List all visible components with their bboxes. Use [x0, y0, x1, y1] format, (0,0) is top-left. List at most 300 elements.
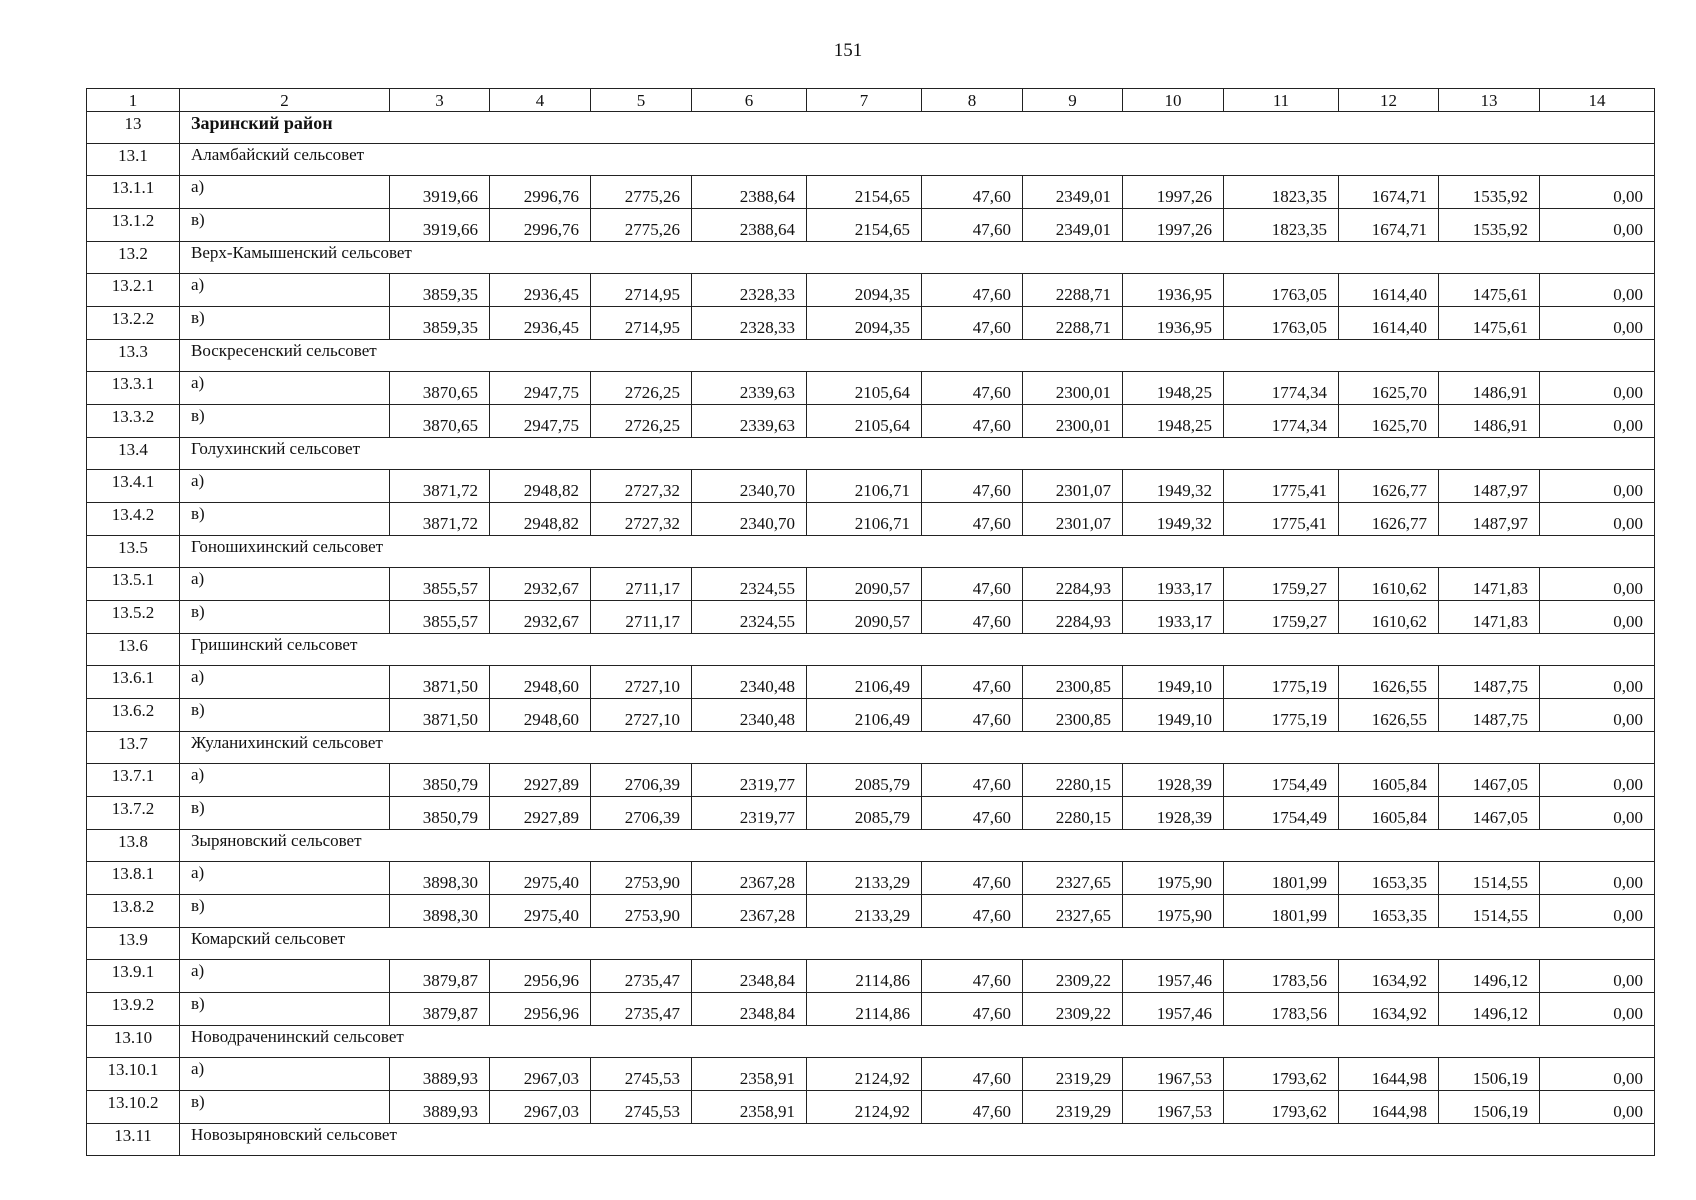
value-cell: 2947,75 [490, 405, 591, 438]
value-cell: 3919,66 [390, 176, 490, 209]
value-cell: 3871,72 [390, 470, 490, 503]
value-cell: 2300,01 [1023, 372, 1123, 405]
table-row [87, 209, 1655, 242]
value-cell: 2349,01 [1023, 176, 1123, 209]
value-cell: 1514,55 [1439, 895, 1540, 928]
row-subitem: а) [180, 862, 390, 895]
value-cell: 47,60 [922, 666, 1023, 699]
row-subitem: а) [180, 568, 390, 601]
table-row [87, 1058, 1655, 1091]
value-cell: 1625,70 [1339, 372, 1439, 405]
row-number: 13.1.1 [87, 176, 180, 209]
value-cell: 47,60 [922, 1058, 1023, 1091]
value-cell: 2090,57 [807, 601, 922, 634]
row-subitem: а) [180, 372, 390, 405]
value-cell: 1936,95 [1123, 307, 1224, 340]
value-cell: 1487,75 [1439, 666, 1540, 699]
row-number: 13.5.1 [87, 568, 180, 601]
value-cell: 2348,84 [692, 960, 807, 993]
table-row [87, 372, 1655, 405]
section-row [87, 340, 1655, 372]
row-number: 13.1.2 [87, 209, 180, 242]
table-row [87, 960, 1655, 993]
value-cell: 1614,40 [1339, 274, 1439, 307]
value-cell: 2947,75 [490, 372, 591, 405]
value-cell: 1634,92 [1339, 960, 1439, 993]
value-cell: 2367,28 [692, 895, 807, 928]
row-subitem: а) [180, 764, 390, 797]
value-cell: 1535,92 [1439, 209, 1540, 242]
value-cell: 1933,17 [1123, 568, 1224, 601]
value-cell: 3871,72 [390, 503, 490, 536]
row-number: 13.9.1 [87, 960, 180, 993]
column-header: 9 [1023, 89, 1123, 112]
table-row [87, 568, 1655, 601]
value-cell: 47,60 [922, 699, 1023, 732]
value-cell: 2327,65 [1023, 895, 1123, 928]
value-cell: 1775,41 [1224, 470, 1339, 503]
value-cell: 1496,12 [1439, 993, 1540, 1026]
value-cell: 1775,19 [1224, 699, 1339, 732]
value-cell: 3870,65 [390, 405, 490, 438]
value-cell: 1793,62 [1224, 1091, 1339, 1124]
value-cell: 2388,64 [692, 176, 807, 209]
column-header: 7 [807, 89, 922, 112]
section-number: 13.5 [87, 536, 180, 568]
value-cell: 2727,10 [591, 699, 692, 732]
value-cell: 2932,67 [490, 601, 591, 634]
value-cell: 2300,01 [1023, 405, 1123, 438]
value-cell: 3850,79 [390, 797, 490, 830]
value-cell: 47,60 [922, 176, 1023, 209]
value-cell: 2727,32 [591, 503, 692, 536]
value-cell: 1801,99 [1224, 895, 1339, 928]
table-row [87, 405, 1655, 438]
value-cell: 0,00 [1540, 503, 1655, 536]
section-name: Воскресенский сельсовет [180, 340, 1655, 372]
value-cell: 47,60 [922, 797, 1023, 830]
value-cell: 2753,90 [591, 862, 692, 895]
value-cell: 1475,61 [1439, 307, 1540, 340]
value-cell: 2753,90 [591, 895, 692, 928]
value-cell: 2745,53 [591, 1091, 692, 1124]
section-name: Аламбайский сельсовет [180, 144, 1655, 176]
row-subitem: а) [180, 960, 390, 993]
column-header: 5 [591, 89, 692, 112]
row-number: 13.7.2 [87, 797, 180, 830]
value-cell: 3919,66 [390, 209, 490, 242]
value-cell: 2727,10 [591, 666, 692, 699]
value-cell: 2094,35 [807, 307, 922, 340]
value-cell: 0,00 [1540, 895, 1655, 928]
value-cell: 1653,35 [1339, 862, 1439, 895]
column-header: 1 [87, 89, 180, 112]
section-row [87, 928, 1655, 960]
value-cell: 2328,33 [692, 274, 807, 307]
value-cell: 1610,62 [1339, 568, 1439, 601]
value-cell: 1626,55 [1339, 699, 1439, 732]
section-name: Гришинский сельсовет [180, 634, 1655, 666]
value-cell: 1823,35 [1224, 209, 1339, 242]
value-cell: 2775,26 [591, 209, 692, 242]
value-cell: 2154,65 [807, 209, 922, 242]
tariff-table [86, 88, 1655, 1156]
value-cell: 1763,05 [1224, 274, 1339, 307]
section-name: Комарский сельсовет [180, 928, 1655, 960]
value-cell: 3898,30 [390, 895, 490, 928]
value-cell: 0,00 [1540, 764, 1655, 797]
row-subitem: в) [180, 699, 390, 732]
row-number: 13.5.2 [87, 601, 180, 634]
section-row [87, 1026, 1655, 1058]
value-cell: 3871,50 [390, 666, 490, 699]
table-row [87, 503, 1655, 536]
value-cell: 1644,98 [1339, 1058, 1439, 1091]
value-cell: 2124,92 [807, 1091, 922, 1124]
value-cell: 47,60 [922, 209, 1023, 242]
value-cell: 47,60 [922, 764, 1023, 797]
value-cell: 1759,27 [1224, 568, 1339, 601]
value-cell: 2340,70 [692, 503, 807, 536]
value-cell: 2114,86 [807, 993, 922, 1026]
value-cell: 2309,22 [1023, 993, 1123, 1026]
value-cell: 1957,46 [1123, 960, 1224, 993]
value-cell: 2948,82 [490, 503, 591, 536]
value-cell: 2085,79 [807, 797, 922, 830]
value-cell: 0,00 [1540, 601, 1655, 634]
value-cell: 0,00 [1540, 666, 1655, 699]
value-cell: 2300,85 [1023, 666, 1123, 699]
value-cell: 2996,76 [490, 176, 591, 209]
value-cell: 2090,57 [807, 568, 922, 601]
value-cell: 47,60 [922, 274, 1023, 307]
value-cell: 2280,15 [1023, 764, 1123, 797]
value-cell: 0,00 [1540, 470, 1655, 503]
value-cell: 3870,65 [390, 372, 490, 405]
value-cell: 1759,27 [1224, 601, 1339, 634]
row-number: 13.9.2 [87, 993, 180, 1026]
section-number: 13.2 [87, 242, 180, 274]
column-header: 6 [692, 89, 807, 112]
value-cell: 2133,29 [807, 895, 922, 928]
value-cell: 3871,50 [390, 699, 490, 732]
value-cell: 1487,97 [1439, 503, 1540, 536]
value-cell: 2735,47 [591, 960, 692, 993]
value-cell: 2775,26 [591, 176, 692, 209]
value-cell: 1467,05 [1439, 797, 1540, 830]
table-row [87, 1091, 1655, 1124]
value-cell: 2324,55 [692, 601, 807, 634]
value-cell: 2284,93 [1023, 568, 1123, 601]
table-row [87, 764, 1655, 797]
value-cell: 1626,77 [1339, 503, 1439, 536]
column-header: 2 [180, 89, 390, 112]
column-header: 4 [490, 89, 591, 112]
value-cell: 2932,67 [490, 568, 591, 601]
value-cell: 2339,63 [692, 405, 807, 438]
value-cell: 2106,71 [807, 503, 922, 536]
value-cell: 0,00 [1540, 699, 1655, 732]
value-cell: 2284,93 [1023, 601, 1123, 634]
value-cell: 1625,70 [1339, 405, 1439, 438]
value-cell: 2714,95 [591, 307, 692, 340]
value-cell: 1928,39 [1123, 764, 1224, 797]
value-cell: 1506,19 [1439, 1091, 1540, 1124]
value-cell: 1514,55 [1439, 862, 1540, 895]
value-cell: 2936,45 [490, 274, 591, 307]
column-header: 3 [390, 89, 490, 112]
section-number: 13.7 [87, 732, 180, 764]
value-cell: 2105,64 [807, 372, 922, 405]
value-cell: 1487,97 [1439, 470, 1540, 503]
value-cell: 1506,19 [1439, 1058, 1540, 1091]
value-cell: 2745,53 [591, 1058, 692, 1091]
value-cell: 1605,84 [1339, 764, 1439, 797]
section-row [87, 830, 1655, 862]
row-subitem: в) [180, 601, 390, 634]
row-number: 13.8.2 [87, 895, 180, 928]
value-cell: 1967,53 [1123, 1058, 1224, 1091]
value-cell: 0,00 [1540, 960, 1655, 993]
value-cell: 1614,40 [1339, 307, 1439, 340]
value-cell: 47,60 [922, 601, 1023, 634]
value-cell: 2948,60 [490, 699, 591, 732]
value-cell: 1471,83 [1439, 601, 1540, 634]
table-row [87, 993, 1655, 1026]
value-cell: 1774,34 [1224, 405, 1339, 438]
row-number: 13.7.1 [87, 764, 180, 797]
table-row [87, 895, 1655, 928]
value-cell: 1634,92 [1339, 993, 1439, 1026]
value-cell: 2114,86 [807, 960, 922, 993]
section-name: Новозыряновский сельсовет [180, 1124, 1655, 1156]
value-cell: 2975,40 [490, 895, 591, 928]
row-subitem: в) [180, 405, 390, 438]
section-row [87, 732, 1655, 764]
value-cell: 47,60 [922, 862, 1023, 895]
value-cell: 1928,39 [1123, 797, 1224, 830]
value-cell: 1948,25 [1123, 405, 1224, 438]
row-number: 13.3.2 [87, 405, 180, 438]
value-cell: 2711,17 [591, 601, 692, 634]
value-cell: 1535,92 [1439, 176, 1540, 209]
value-cell: 1763,05 [1224, 307, 1339, 340]
table-row [87, 176, 1655, 209]
value-cell: 1467,05 [1439, 764, 1540, 797]
value-cell: 3855,57 [390, 601, 490, 634]
value-cell: 3879,87 [390, 993, 490, 1026]
column-header: 14 [1540, 89, 1655, 112]
value-cell: 1496,12 [1439, 960, 1540, 993]
value-cell: 2106,49 [807, 699, 922, 732]
column-header: 11 [1224, 89, 1339, 112]
value-cell: 2948,60 [490, 666, 591, 699]
value-cell: 2996,76 [490, 209, 591, 242]
value-cell: 2349,01 [1023, 209, 1123, 242]
section-name: Голухинский сельсовет [180, 438, 1655, 470]
value-cell: 0,00 [1540, 307, 1655, 340]
section-name: Зыряновский сельсовет [180, 830, 1655, 862]
table-row [87, 666, 1655, 699]
column-header: 10 [1123, 89, 1224, 112]
value-cell: 1933,17 [1123, 601, 1224, 634]
value-cell: 2340,70 [692, 470, 807, 503]
value-cell: 2288,71 [1023, 274, 1123, 307]
value-cell: 47,60 [922, 1091, 1023, 1124]
page-number: 151 [833, 40, 863, 61]
value-cell: 2319,77 [692, 797, 807, 830]
value-cell: 1949,10 [1123, 666, 1224, 699]
section-number: 13.11 [87, 1124, 180, 1156]
value-cell: 0,00 [1540, 176, 1655, 209]
value-cell: 47,60 [922, 993, 1023, 1026]
value-cell: 2956,96 [490, 960, 591, 993]
value-cell: 2340,48 [692, 666, 807, 699]
value-cell: 1775,19 [1224, 666, 1339, 699]
section-name: Верх-Камышенский сельсовет [180, 242, 1655, 274]
district-number: 13 [87, 112, 180, 144]
value-cell: 1948,25 [1123, 372, 1224, 405]
header-row [87, 89, 1655, 112]
value-cell: 2936,45 [490, 307, 591, 340]
value-cell: 1997,26 [1123, 176, 1224, 209]
section-name: Новодраченинский сельсовет [180, 1026, 1655, 1058]
row-number: 13.2.1 [87, 274, 180, 307]
value-cell: 2927,89 [490, 797, 591, 830]
value-cell: 2319,77 [692, 764, 807, 797]
value-cell: 3859,35 [390, 307, 490, 340]
value-cell: 2085,79 [807, 764, 922, 797]
table-row [87, 307, 1655, 340]
value-cell: 2327,65 [1023, 862, 1123, 895]
value-cell: 0,00 [1540, 568, 1655, 601]
value-cell: 1967,53 [1123, 1091, 1224, 1124]
value-cell: 2328,33 [692, 307, 807, 340]
column-header: 12 [1339, 89, 1439, 112]
section-row [87, 438, 1655, 470]
district-name: Заринский район [180, 112, 1655, 144]
value-cell: 2706,39 [591, 764, 692, 797]
value-cell: 2348,84 [692, 993, 807, 1026]
value-cell: 1793,62 [1224, 1058, 1339, 1091]
section-name: Жуланихинский сельсовет [180, 732, 1655, 764]
section-name: Гоношихинский сельсовет [180, 536, 1655, 568]
value-cell: 2735,47 [591, 993, 692, 1026]
value-cell: 0,00 [1540, 372, 1655, 405]
section-number: 13.4 [87, 438, 180, 470]
value-cell: 2309,22 [1023, 960, 1123, 993]
value-cell: 1605,84 [1339, 797, 1439, 830]
section-row [87, 1124, 1655, 1156]
value-cell: 2927,89 [490, 764, 591, 797]
value-cell: 47,60 [922, 895, 1023, 928]
value-cell: 47,60 [922, 568, 1023, 601]
value-cell: 2967,03 [490, 1091, 591, 1124]
value-cell: 3855,57 [390, 568, 490, 601]
value-cell: 0,00 [1540, 993, 1655, 1026]
value-cell: 1610,62 [1339, 601, 1439, 634]
row-subitem: а) [180, 666, 390, 699]
row-number: 13.6.2 [87, 699, 180, 732]
value-cell: 1823,35 [1224, 176, 1339, 209]
value-cell: 3898,30 [390, 862, 490, 895]
value-cell: 1486,91 [1439, 372, 1540, 405]
row-number: 13.6.1 [87, 666, 180, 699]
value-cell: 47,60 [922, 470, 1023, 503]
value-cell: 2339,63 [692, 372, 807, 405]
value-cell: 1949,32 [1123, 503, 1224, 536]
value-cell: 2956,96 [490, 993, 591, 1026]
value-cell: 1949,10 [1123, 699, 1224, 732]
value-cell: 1626,55 [1339, 666, 1439, 699]
value-cell: 2105,64 [807, 405, 922, 438]
value-cell: 2319,29 [1023, 1058, 1123, 1091]
table-row [87, 699, 1655, 732]
value-cell: 2711,17 [591, 568, 692, 601]
row-subitem: а) [180, 274, 390, 307]
column-header: 8 [922, 89, 1023, 112]
value-cell: 1801,99 [1224, 862, 1339, 895]
row-number: 13.2.2 [87, 307, 180, 340]
table-body [87, 112, 1655, 1156]
value-cell: 2706,39 [591, 797, 692, 830]
value-cell: 2358,91 [692, 1091, 807, 1124]
value-cell: 1674,71 [1339, 176, 1439, 209]
row-subitem: в) [180, 993, 390, 1026]
value-cell: 2094,35 [807, 274, 922, 307]
value-cell: 2300,85 [1023, 699, 1123, 732]
value-cell: 0,00 [1540, 862, 1655, 895]
section-number: 13.10 [87, 1026, 180, 1058]
value-cell: 2714,95 [591, 274, 692, 307]
district-row [87, 112, 1655, 144]
value-cell: 1774,34 [1224, 372, 1339, 405]
value-cell: 1754,49 [1224, 764, 1339, 797]
value-cell: 2154,65 [807, 176, 922, 209]
value-cell: 1471,83 [1439, 568, 1540, 601]
value-cell: 2324,55 [692, 568, 807, 601]
row-number: 13.4.2 [87, 503, 180, 536]
section-row [87, 536, 1655, 568]
section-row [87, 634, 1655, 666]
row-subitem: в) [180, 895, 390, 928]
table-row [87, 862, 1655, 895]
value-cell: 2124,92 [807, 1058, 922, 1091]
value-cell: 2388,64 [692, 209, 807, 242]
value-cell: 2301,07 [1023, 503, 1123, 536]
section-row [87, 242, 1655, 274]
value-cell: 2280,15 [1023, 797, 1123, 830]
value-cell: 1936,95 [1123, 274, 1224, 307]
value-cell: 1949,32 [1123, 470, 1224, 503]
value-cell: 2948,82 [490, 470, 591, 503]
row-subitem: а) [180, 176, 390, 209]
value-cell: 0,00 [1540, 1091, 1655, 1124]
section-row [87, 144, 1655, 176]
value-cell: 0,00 [1540, 797, 1655, 830]
value-cell: 1783,56 [1224, 960, 1339, 993]
value-cell: 3850,79 [390, 764, 490, 797]
value-cell: 1975,90 [1123, 862, 1224, 895]
value-cell: 47,60 [922, 307, 1023, 340]
table-row [87, 601, 1655, 634]
row-number: 13.4.1 [87, 470, 180, 503]
value-cell: 2975,40 [490, 862, 591, 895]
value-cell: 1783,56 [1224, 993, 1339, 1026]
value-cell: 2319,29 [1023, 1091, 1123, 1124]
value-cell: 2340,48 [692, 699, 807, 732]
section-number: 13.9 [87, 928, 180, 960]
